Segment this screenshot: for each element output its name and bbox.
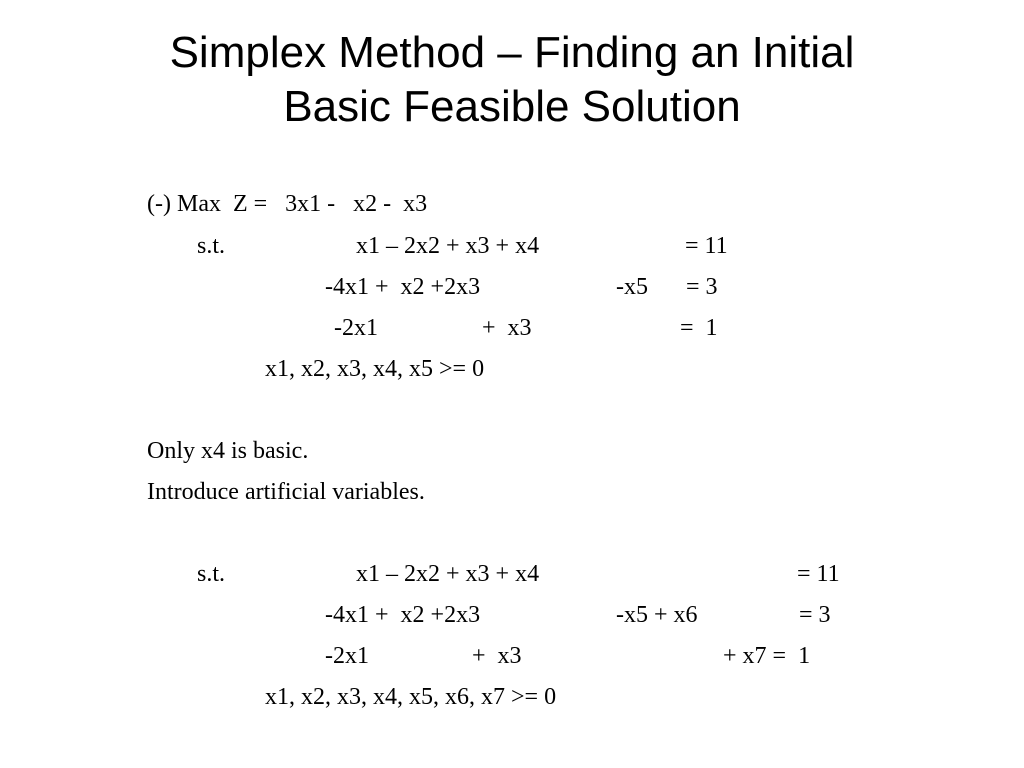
note-artificial-variables: Introduce artificial variables. <box>147 479 425 505</box>
artificial-constraints-label: s.t. <box>197 561 226 587</box>
constraints-label: s.t. <box>197 233 226 259</box>
slide-title-line-2: Basic Feasible Solution <box>283 82 741 131</box>
artificial-nonnegativity-constraint: x1, x2, x3, x4, x5, x6, x7 >= 0 <box>265 684 557 710</box>
nonnegativity-constraint: x1, x2, x3, x4, x5 >= 0 <box>265 356 485 382</box>
slide-title-line-1: Simplex Method – Finding an Initial <box>169 28 855 77</box>
constraint-2-rhs: = 3 <box>686 274 718 300</box>
constraint-1-rhs: = 11 <box>685 233 728 259</box>
constraint-3-mid: + x3 <box>482 315 532 341</box>
constraint-2-surplus: -x5 <box>616 274 648 300</box>
slide-title <box>0 26 1024 134</box>
constraint-1-lhs: x1 – 2x2 + x3 + x4 <box>356 233 540 259</box>
artificial-constraint-3-lhs: -2x1 <box>325 643 369 669</box>
constraint-3-lhs: -2x1 <box>334 315 378 341</box>
constraint-2-lhs: -4x1 + x2 +2x3 <box>325 274 481 300</box>
artificial-constraint-3-rhs: + x7 = 1 <box>723 643 811 669</box>
artificial-constraint-1-rhs: = 11 <box>797 561 840 587</box>
artificial-constraint-2-rhs: = 3 <box>799 602 831 628</box>
artificial-constraint-2-surplus: -x5 + x6 <box>616 602 698 628</box>
artificial-constraint-1-lhs: x1 – 2x2 + x3 + x4 <box>356 561 540 587</box>
constraint-3-rhs: = 1 <box>680 315 718 341</box>
objective-function: (-) Max Z = 3x1 - x2 - x3 <box>147 191 428 217</box>
artificial-constraint-2-lhs: -4x1 + x2 +2x3 <box>325 602 481 628</box>
note-basic-variable: Only x4 is basic. <box>147 438 309 464</box>
artificial-constraint-3-mid: + x3 <box>472 643 522 669</box>
